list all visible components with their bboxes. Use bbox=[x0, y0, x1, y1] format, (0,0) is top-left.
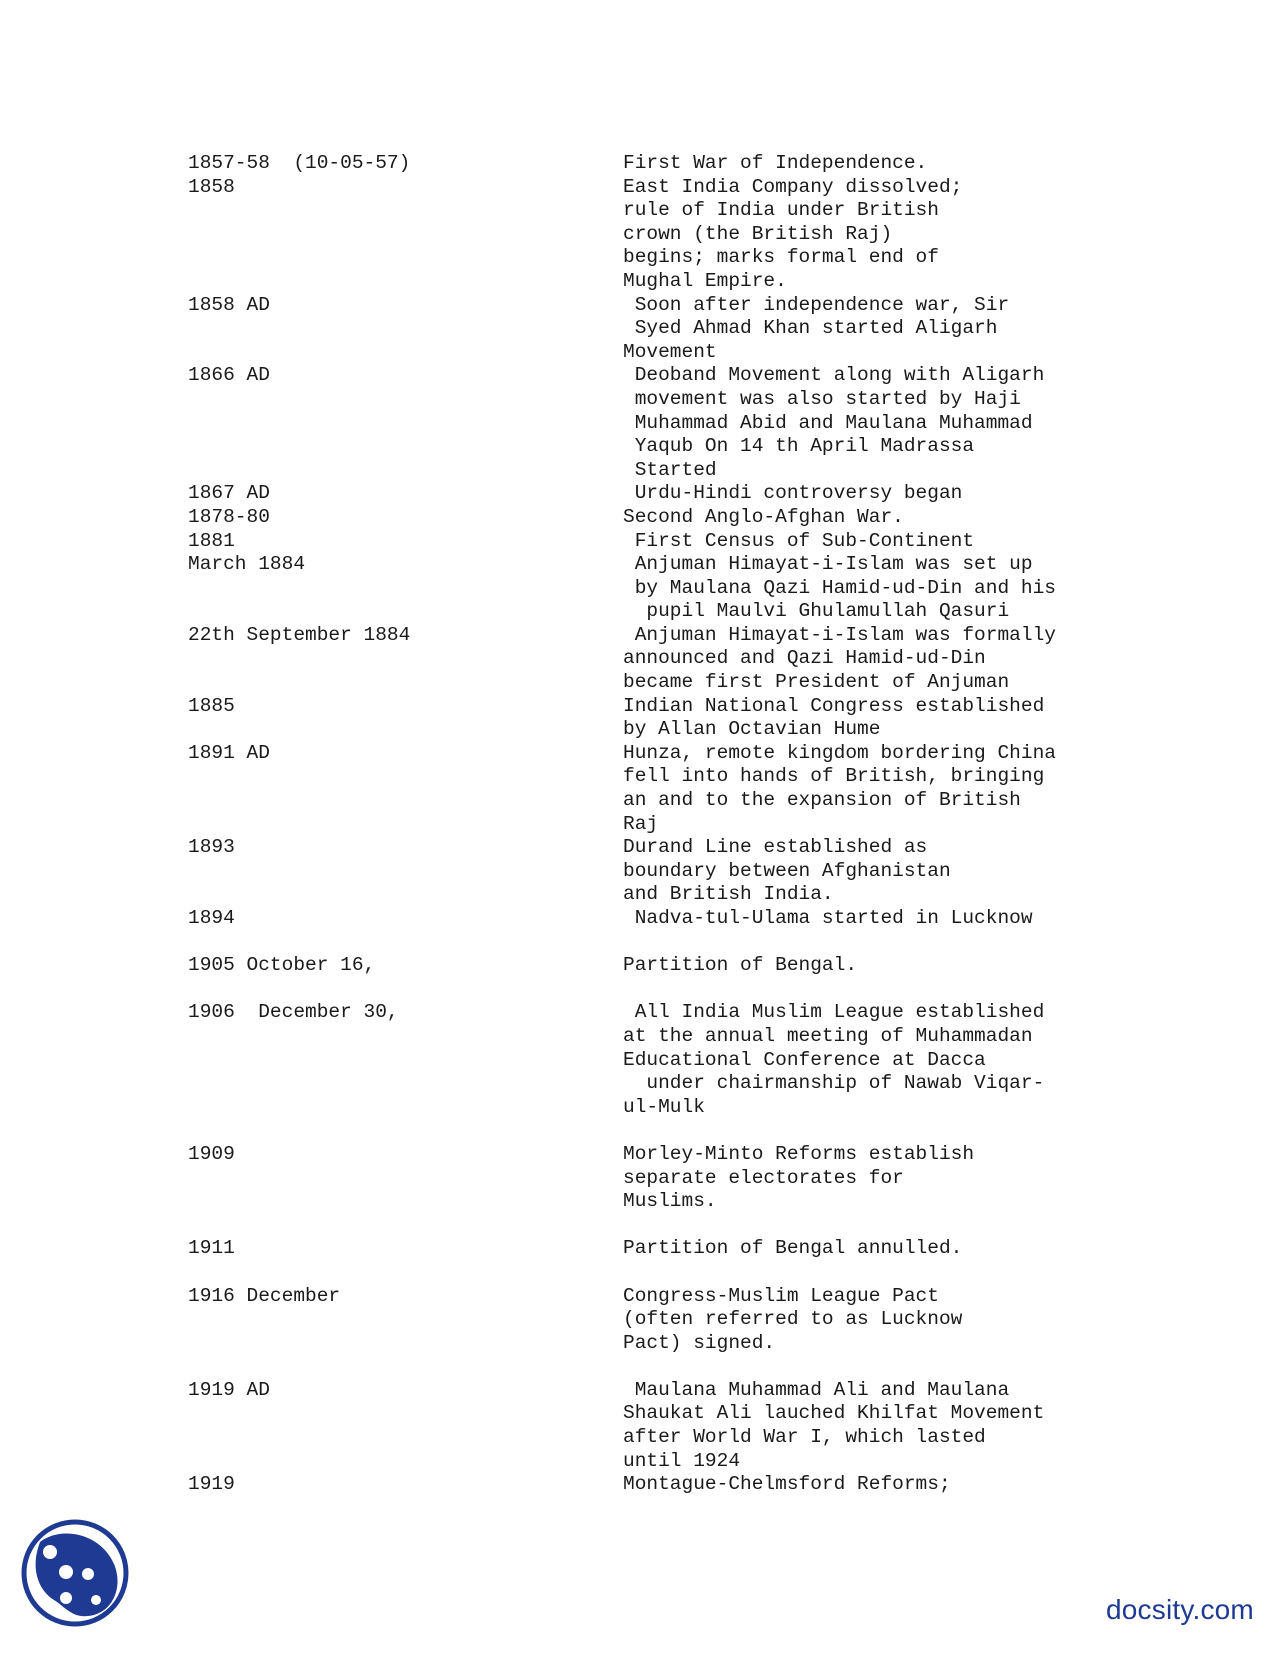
event-line: Second Anglo-Afghan War. bbox=[623, 505, 904, 528]
timeline-entry bbox=[188, 624, 1108, 695]
event-line: an and to the expansion of British bbox=[623, 789, 1021, 812]
event-line: All India Muslim League established bbox=[623, 1001, 1045, 1024]
entry-date: 1905 October 16, bbox=[188, 954, 376, 977]
event-line: Anjuman Himayat-i-Islam was formally bbox=[623, 623, 1056, 646]
timeline-entry bbox=[188, 364, 1108, 482]
event-line: announced and Qazi Hamid-ud-Din bbox=[623, 647, 986, 670]
event-line: begins; marks formal end of bbox=[623, 246, 939, 269]
event-line: movement was also started by Haji bbox=[623, 387, 1021, 410]
entry-date: 1911 bbox=[188, 1237, 235, 1260]
entry-date: 1867 AD bbox=[188, 482, 270, 505]
entry-date: 1857-58 (10-05-57) bbox=[188, 152, 411, 174]
timeline-entry bbox=[188, 695, 1108, 742]
timeline-entry bbox=[188, 152, 1108, 176]
entry-date: 1878-80 bbox=[188, 505, 270, 528]
event-line: Congress-Muslim League Pact bbox=[623, 1284, 939, 1307]
event-line: at the annual meeting of Muhammadan bbox=[623, 1024, 1033, 1047]
timeline-entry bbox=[188, 742, 1108, 836]
entry-event bbox=[623, 1237, 1108, 1261]
event-line: Maulana Muhammad Ali and Maulana bbox=[623, 1378, 1010, 1401]
event-line: Soon after independence war, Sir bbox=[623, 293, 1010, 316]
event-line: First War of Independence. bbox=[623, 152, 928, 174]
entry-date: 22th September 1884 bbox=[188, 623, 411, 646]
timeline-entry bbox=[188, 530, 1108, 554]
event-line: Morley-Minto Reforms establish bbox=[623, 1142, 975, 1165]
event-line: Mughal Empire. bbox=[623, 269, 787, 292]
event-line: by Allan Octavian Hume bbox=[623, 718, 881, 741]
entry-event bbox=[623, 954, 1108, 978]
event-line: Movement bbox=[623, 340, 717, 363]
event-line: Partition of Bengal. bbox=[623, 954, 858, 977]
entry-date: 1885 bbox=[188, 694, 235, 717]
event-line: Raj bbox=[623, 812, 659, 835]
entry-date: 1894 bbox=[188, 907, 235, 929]
entry-event bbox=[623, 836, 1108, 907]
timeline-entry bbox=[188, 482, 1108, 506]
timeline-entry bbox=[188, 176, 1108, 294]
entry-event bbox=[623, 1379, 1108, 1473]
event-line: ul-Mulk bbox=[623, 1095, 705, 1118]
entry-event bbox=[623, 742, 1108, 836]
event-line: Muhammad Abid and Maulana Muhammad bbox=[623, 411, 1033, 434]
docsity-brand-link[interactable]: docsity.com bbox=[1106, 1594, 1254, 1625]
entry-event bbox=[623, 294, 1108, 365]
timeline-entry bbox=[188, 553, 1108, 624]
entry-event bbox=[623, 1285, 1108, 1356]
timeline-entry bbox=[188, 1143, 1108, 1214]
event-line: Shaukat Ali lauched Khilfat Movement bbox=[623, 1402, 1045, 1425]
entry-event bbox=[623, 907, 1108, 931]
event-line: Started bbox=[623, 458, 717, 481]
event-line: until 1924 bbox=[623, 1449, 741, 1472]
entry-event bbox=[623, 530, 1108, 554]
event-line: Nadva-tul-Ulama started in Lucknow bbox=[623, 907, 1033, 929]
event-line: Montague-Chelmsford Reforms; bbox=[623, 1473, 951, 1496]
entry-event bbox=[623, 695, 1108, 742]
event-line: rule of India under British bbox=[623, 199, 939, 222]
event-line: by Maulana Qazi Hamid-ud-Din and his bbox=[623, 576, 1056, 599]
entry-date: 1881 bbox=[188, 529, 235, 552]
entry-date: 1866 AD bbox=[188, 364, 270, 387]
entry-date: 1891 AD bbox=[188, 741, 270, 764]
event-line: Indian National Congress established bbox=[623, 694, 1045, 717]
timeline-entry bbox=[188, 1473, 1108, 1497]
timeline-entry bbox=[188, 294, 1108, 365]
event-line: Syed Ahmad Khan started Aligarh bbox=[623, 317, 998, 340]
timeline-entry bbox=[188, 836, 1108, 907]
entry-date: 1893 bbox=[188, 836, 235, 859]
entry-event bbox=[623, 553, 1108, 624]
entry-event bbox=[623, 1473, 1108, 1497]
entry-event bbox=[623, 482, 1108, 506]
event-line: Muslims. bbox=[623, 1190, 717, 1213]
event-line: Hunza, remote kingdom bordering China bbox=[623, 741, 1056, 764]
event-line: under chairmanship of Nawab Viqar- bbox=[623, 1072, 1045, 1095]
event-line: became first President of Anjuman bbox=[623, 671, 1010, 694]
event-line: East India Company dissolved; bbox=[623, 175, 963, 198]
entry-date: 1909 bbox=[188, 1142, 235, 1165]
docsity-logo-icon bbox=[20, 1518, 130, 1628]
event-line: Educational Conference at Dacca bbox=[623, 1048, 986, 1071]
timeline-entry bbox=[188, 506, 1108, 530]
timeline-entry bbox=[188, 1285, 1108, 1356]
timeline-entry bbox=[188, 1237, 1108, 1261]
timeline-entry bbox=[188, 1379, 1108, 1473]
event-line: Anjuman Himayat-i-Islam was set up bbox=[623, 553, 1033, 576]
entry-date: 1919 AD bbox=[188, 1378, 270, 1401]
timeline-entry bbox=[188, 954, 1108, 978]
entry-event bbox=[623, 1143, 1108, 1214]
timeline-entry bbox=[188, 907, 1108, 931]
event-line: crown (the British Raj) bbox=[623, 222, 893, 245]
event-line: pupil Maulvi Ghulamullah Qasuri bbox=[623, 600, 1010, 623]
entry-date: 1919 bbox=[188, 1473, 235, 1496]
entry-date: 1916 December bbox=[188, 1284, 341, 1307]
timeline-entry bbox=[188, 1001, 1108, 1119]
event-line: after World War I, which lasted bbox=[623, 1426, 986, 1449]
entry-event bbox=[623, 152, 1108, 176]
event-line: Partition of Bengal annulled. bbox=[623, 1237, 963, 1260]
event-line: (often referred to as Lucknow bbox=[623, 1308, 963, 1331]
event-line: and British India. bbox=[623, 883, 834, 906]
event-line: separate electorates for bbox=[623, 1166, 904, 1189]
event-line: First Census of Sub-Continent bbox=[623, 529, 975, 552]
event-line: Yaqub On 14 th April Madrassa bbox=[623, 435, 975, 458]
entry-date: 1858 bbox=[188, 175, 235, 198]
entry-date: March 1884 bbox=[188, 553, 306, 576]
entry-date: 1858 AD bbox=[188, 293, 270, 316]
entry-event bbox=[623, 1001, 1108, 1119]
event-line: Urdu-Hindi controversy began bbox=[623, 482, 963, 505]
event-line: Pact) signed. bbox=[623, 1331, 776, 1354]
entry-date: 1906 December 30, bbox=[188, 1001, 399, 1024]
timeline-list bbox=[188, 152, 1108, 1497]
entry-event bbox=[623, 624, 1108, 695]
entry-event bbox=[623, 176, 1108, 294]
event-line: Durand Line established as bbox=[623, 836, 928, 859]
event-line: boundary between Afghanistan bbox=[623, 859, 951, 882]
event-line: fell into hands of British, bringing bbox=[623, 765, 1045, 788]
event-line: Deoband Movement along with Aligarh bbox=[623, 364, 1045, 387]
entry-event bbox=[623, 364, 1108, 482]
entry-event bbox=[623, 506, 1108, 530]
